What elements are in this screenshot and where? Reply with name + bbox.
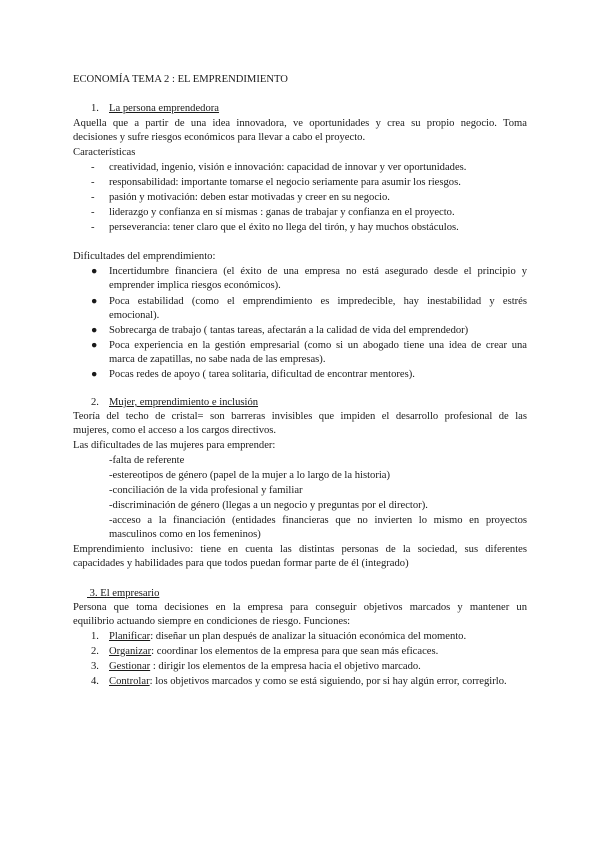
section-3-intro-line-2: equilibrio actuando siempre en condiciones de riesgo. Funciones: xyxy=(73,616,351,627)
function-text: : dirigir los elementos de la empresa hacia el objetivo marcado. xyxy=(150,661,421,672)
women-difficulty-item: -acceso a la financiación (entidades financieras que no invierten lo mismo en proyectos xyxy=(109,515,527,526)
dash-bullet: - xyxy=(91,192,95,203)
dash-bullet: - xyxy=(91,222,95,233)
bullet-dot: ● xyxy=(91,340,98,351)
document-title: ECONOMÍA TEMA 2 : EL EMPRENDIMIENTO xyxy=(73,74,288,85)
function-number: 3. xyxy=(91,661,99,672)
function-item xyxy=(109,630,466,643)
trait-item: responsabilidad: importante tomarse el negocio seriamente para asumir los riesgos. xyxy=(109,177,461,188)
characteristics-label: Características xyxy=(73,147,136,158)
function-term: Organizar xyxy=(109,646,152,657)
women-difficulty-item: -falta de referente xyxy=(109,455,185,466)
section-1-heading: La persona emprendedora xyxy=(109,103,220,114)
women-difficulty-item: -estereotipos de género (papel de la mujer a lo largo de la historia) xyxy=(109,470,391,481)
section-2-heading: Mujer, emprendimiento e inclusión xyxy=(109,397,259,408)
function-term: Controlar xyxy=(109,676,150,687)
difficulty-item: Poca estabilidad (como el emprendimiento es impredecible, hay inestabilidad y estrés xyxy=(109,296,527,307)
function-term: Gestionar xyxy=(109,661,151,672)
difficulty-item: Pocas redes de apoyo ( tarea solitaria, dificultad de encontrar mentores). xyxy=(109,369,415,380)
section-2-intro-line-1: Teoría del techo de cristal= son barreras invisibles que impiden el desarrollo profesional de las xyxy=(73,411,527,422)
difficulty-item: Poca experiencia en la gestión empresarial (como si un abogado tiene una idea de crear una xyxy=(109,340,527,351)
women-difficulty-item: -conciliación de la vida profesional y familiar xyxy=(109,485,303,496)
women-difficulties-label: Las dificultades de las mujeres para emprender: xyxy=(73,440,276,451)
difficulty-item-cont: emocional). xyxy=(109,310,160,321)
bullet-dot: ● xyxy=(91,369,98,380)
dash-bullet: - xyxy=(91,177,95,188)
trait-item: pasión y motivación: deben estar motivadas y creer en su negocio. xyxy=(109,192,390,203)
section-2-intro-line-2: mujeres, como el acceso a los cargos directivos. xyxy=(73,425,277,436)
section-3-intro-line-1: Persona que toma decisiones en la empresa para conseguir objetivos marcados y mantener un xyxy=(73,602,527,613)
function-item xyxy=(109,675,507,688)
dash-bullet: - xyxy=(91,207,95,218)
section-3-heading: 3. El empresario xyxy=(87,588,160,599)
section-2-number: 2. xyxy=(91,397,99,408)
function-text: : coordinar los elementos de la empresa para que sean más eficaces. xyxy=(151,646,439,657)
difficulty-item-cont: marca de zapatillas, no sabe nada de las empresas). xyxy=(109,354,326,365)
trait-item: perseverancia: tener claro que el éxito no llega del tirón, y hay muchos obstáculos. xyxy=(109,222,459,233)
function-item xyxy=(109,645,438,658)
difficulty-item: Sobrecarga de trabajo ( tantas tareas, afectarán a la calidad de vida del emprendedor) xyxy=(109,325,469,336)
function-number: 4. xyxy=(91,676,99,687)
bullet-dot: ● xyxy=(91,325,98,336)
dash-bullet: - xyxy=(91,162,95,173)
section-1-intro-line-1: Aquella que a partir de una idea innovadora, ve oportunidades y crea su propio negocio. Toma xyxy=(73,118,527,129)
inclusive-line-1: Emprendimiento inclusivo: tiene en cuenta las distintas personas de la sociedad, sus diferentes xyxy=(73,544,527,555)
trait-item: creatividad, ingenio, visión e innovación: capacidad de innovar y ver oportunidades. xyxy=(109,162,467,173)
difficulty-item-cont: emprender implica riesgos económicos). xyxy=(109,280,281,291)
section-1-intro-line-2: decisiones y sufre riesgos económicos para llevar a cabo el proyecto. xyxy=(73,132,366,143)
function-text: : diseñar un plan después de analizar la situación económica del momento. xyxy=(150,631,467,642)
function-text: : los objetivos marcados y como se está siguiendo, por si hay algún error, corregirlo. xyxy=(149,676,507,687)
function-term: Planificar xyxy=(109,631,151,642)
function-number: 2. xyxy=(91,646,99,657)
difficulties-label: Dificultades del emprendimiento: xyxy=(73,251,216,262)
women-difficulty-item: -discriminación de género (llegas a un negocio y preguntas por el director). xyxy=(109,500,428,511)
function-item xyxy=(109,660,421,673)
bullet-dot: ● xyxy=(91,266,98,277)
section-1-number: 1. xyxy=(91,103,99,114)
inclusive-line-2: capacidades y habilidades para que todos puedan formar parte de él (integrado) xyxy=(73,558,409,569)
women-difficulty-item-cont: masculinos como en los femeninos) xyxy=(109,529,261,540)
trait-item: liderazgo y confianza en sí mismas : ganas de trabajar y confianza en el proyecto. xyxy=(109,207,455,218)
bullet-dot: ● xyxy=(91,296,98,307)
function-number: 1. xyxy=(91,631,99,642)
difficulty-item: Incertidumbre financiera (el éxito de una empresa no está asegurado desde el principio y xyxy=(109,266,527,277)
